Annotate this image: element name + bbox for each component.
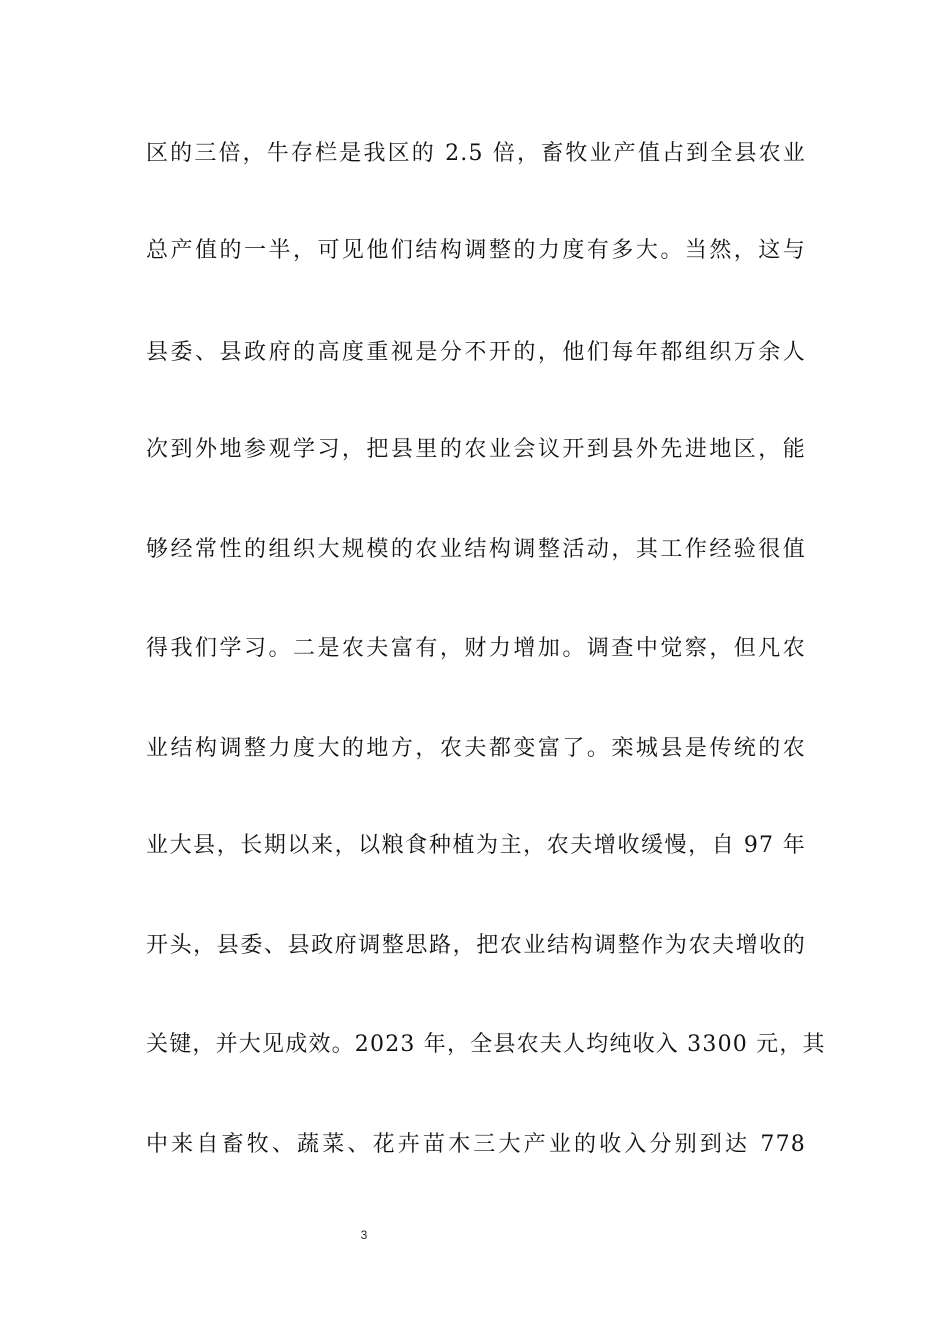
text-line-5: 够经常性的组织大规模的农业结构调整活动，其工作经验很值 (146, 537, 806, 562)
text-line-1: 区的三倍，牛存栏是我区的 2.5 倍，畜牧业产值占到全县农业 (146, 141, 806, 166)
text-line-8: 业大县，长期以来，以粮食种植为主，农夫增收缓慢，自 97 年 (146, 833, 806, 858)
page-number: 3 (360, 1228, 368, 1242)
text-line-3: 县委、县政府的高度重视是分不开的，他们每年都组织万余人 (146, 340, 806, 365)
text-line-7: 业结构调整力度大的地方，农夫都变富了。栾城县是传统的农 (146, 736, 806, 761)
text-line-10: 关键，并大见成效。2023 年，全县农夫人均纯收入 3300 元，其 (146, 1032, 826, 1057)
text-line-9: 开头，县委、县政府调整思路，把农业结构调整作为农夫增收的 (146, 933, 806, 958)
text-line-4: 次到外地参观学习，把县里的农业会议开到县外先进地区，能 (146, 437, 806, 462)
text-line-11: 中来自畜牧、蔬菜、花卉苗木三大产业的收入分别到达 778 (146, 1132, 806, 1157)
text-line-6: 得我们学习。二是农夫富有，财力增加。调查中觉察，但凡农 (146, 636, 806, 661)
text-line-2: 总产值的一半，可见他们结构调整的力度有多大。当然，这与 (146, 238, 806, 263)
